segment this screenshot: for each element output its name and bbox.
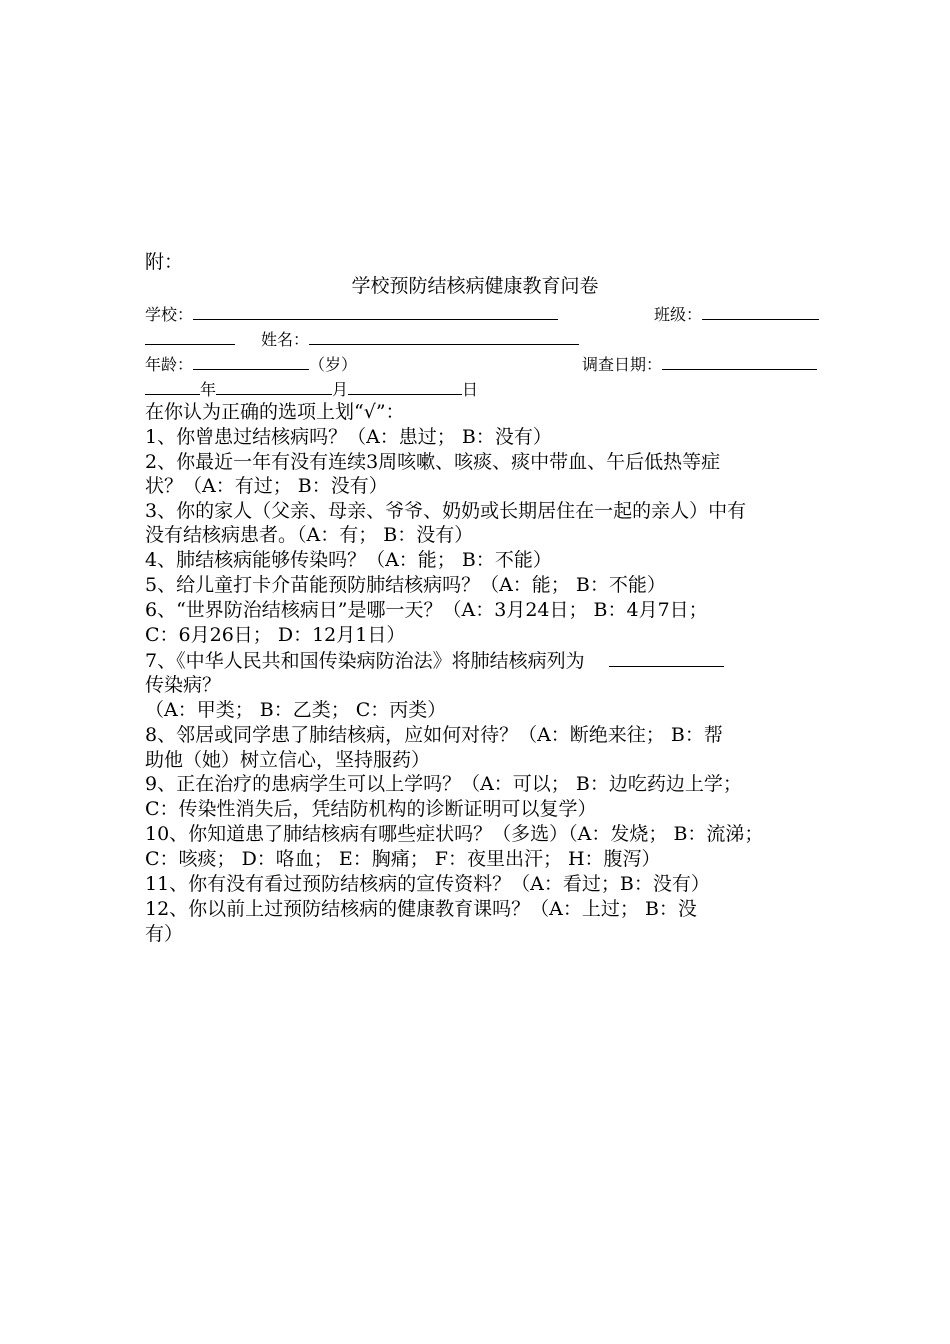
year-field[interactable] xyxy=(145,376,200,395)
age-field[interactable] xyxy=(193,351,309,370)
school-label: 学校： xyxy=(145,305,194,324)
age-row xyxy=(145,351,357,377)
question-line: 状？（A：有过； B：没有） xyxy=(145,475,388,497)
question-line: 12、你以前上过预防结核病的健康教育课吗？（A：上过； B：没 xyxy=(145,898,697,920)
name-row xyxy=(145,326,579,352)
question-line: 1、你曾患过结核病吗？（A：患过； B：没有） xyxy=(145,426,552,448)
document-title: 学校预防结核病健康教育问卷 xyxy=(351,275,599,297)
question-line: 助他（她）树立信心，坚持服药） xyxy=(145,749,431,771)
class-row xyxy=(654,301,819,327)
age-label: 年龄： xyxy=(145,355,194,374)
question-line: 5、给儿童打卡介苗能预防肺结核病吗？（A：能； B：不能） xyxy=(145,574,666,596)
question-7-text: 7、《中华人民共和国传染病防治法》将肺结核病列为 xyxy=(145,650,585,672)
question-line: 传染病？ xyxy=(145,674,222,696)
question-7-blank[interactable] xyxy=(609,648,724,667)
question-line: 2、你最近一年有没有连续3周咳嗽、咳痰、痰中带血、午后低热等症 xyxy=(145,451,721,473)
month-label: 月 xyxy=(332,380,349,399)
question-7-line xyxy=(145,648,724,674)
year-label: 年 xyxy=(200,380,217,399)
question-line: 4、肺结核病能够传染吗？（A：能； B：不能） xyxy=(145,549,552,571)
class-label: 班级： xyxy=(654,305,703,324)
attachment-prefix: 附： xyxy=(145,251,184,273)
question-line: 没有结核病患者。（A：有； B：没有） xyxy=(145,524,474,546)
question-line: 3、你的家人（父亲、母亲、爷爷、奶奶或长期居住在一起的亲人）中有 xyxy=(145,500,747,522)
date-detail-row xyxy=(145,376,478,402)
question-line: 8、邻居或同学患了肺结核病，应如何对待？（A：断绝来往； B：帮 xyxy=(145,724,723,746)
age-unit: （岁） xyxy=(309,355,358,374)
question-line: C：6月26日； D：12月1日） xyxy=(145,624,406,646)
school-row xyxy=(145,301,558,327)
question-line: 9、正在治疗的患病学生可以上学吗？（A：可以； B：边吃药边上学； xyxy=(145,773,742,795)
question-line: 10、你知道患了肺结核病有哪些症状吗？（多选）（A：发烧； B：流涕； xyxy=(145,823,764,845)
question-line: C：咳痰； D：咯血； E：胸痛； F：夜里出汗； H：腹泻） xyxy=(145,848,661,870)
day-label: 日 xyxy=(462,380,479,399)
instruction: 在你认为正确的选项上划“√”： xyxy=(145,401,405,423)
day-field[interactable] xyxy=(348,376,462,395)
name-field[interactable] xyxy=(309,326,579,345)
school-field[interactable] xyxy=(193,301,558,320)
question-line: 6、“世界防治结核病日”是哪一天？（A：3月24日； B：4月7日； xyxy=(145,599,708,621)
question-line: C：传染性消失后，凭结防机构的诊断证明可以复学） xyxy=(145,798,597,820)
class-field-continued[interactable] xyxy=(145,326,235,345)
date-field[interactable] xyxy=(662,351,817,370)
question-line: 11、你有没有看过预防结核病的宣传资料？（A：看过；B：没有） xyxy=(145,873,710,895)
question-line: （A：甲类； B：乙类； C：丙类） xyxy=(145,699,447,721)
name-label: 姓名： xyxy=(261,330,310,349)
date-label: 调查日期： xyxy=(582,355,663,374)
month-field[interactable] xyxy=(216,376,332,395)
class-field[interactable] xyxy=(702,301,819,320)
question-line: 有） xyxy=(145,923,184,945)
date-row xyxy=(582,351,817,377)
